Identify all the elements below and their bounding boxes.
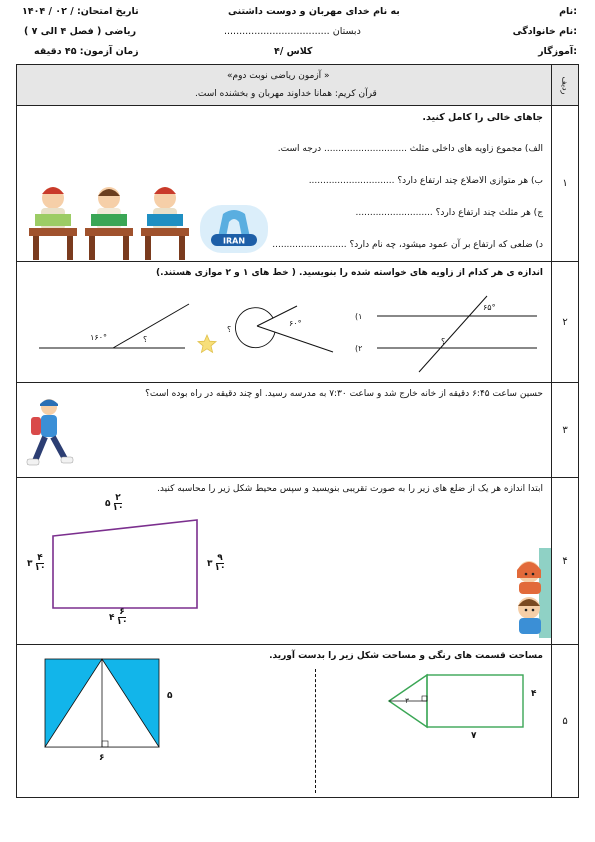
iran-badge-image [199, 204, 269, 254]
q1-item-a: الف) مجموع زاویه های داخلی مثلث ............................. درجه است. [277, 144, 543, 154]
teacher-label: آموزگار: [538, 46, 577, 57]
exam-header [16, 0, 579, 64]
angle-160-figure [39, 302, 189, 362]
house-shape-figure [387, 673, 527, 733]
star-icon [197, 334, 217, 354]
exam-duration: زمان آزمون: ۴۵ دقیقه [34, 46, 139, 57]
line-1-label: (۱ [355, 312, 363, 321]
q1-item-d: د) ضلعی که ارتفاع بر آن عمود میشود، چه نام دارد؟ .......................... [272, 240, 543, 250]
shaded-square-figure [45, 659, 161, 749]
unknown-corresponding-mark: ؟ [441, 337, 446, 346]
square-width-label: ۶ [99, 753, 105, 763]
question-1-row [17, 106, 578, 262]
q4-text: ابتدا اندازه هر یک از ضلع های زیر را به صورت تقریبی بنویسید و سپس محیط شکل زیر را محاسبه کنید. [157, 484, 543, 494]
question-number: ۲ [551, 262, 578, 382]
unknown-reflex-mark: ؟ [227, 325, 232, 334]
subject: ریاضی ( فصل ۴ الی ۷ ) [24, 26, 137, 37]
rect-width-label: ۷ [471, 731, 477, 741]
exam-title: به نام خدای مهربان و دوست داشتنی [228, 6, 400, 17]
question-4-row [17, 478, 578, 645]
question-5-row [17, 645, 578, 797]
q3-text: حسین ساعت ۶:۴۵ دقیقه از خانه خارج شد و ساعت ۷:۳۰ به مدرسه رسید. او چند دقیقه در راه بوده است؟ [145, 389, 543, 399]
intro-line-1: « آزمون ریاضی نوبت دوم» [227, 71, 330, 81]
walking-boy-image [25, 395, 75, 475]
students-reading-image [25, 176, 191, 262]
student-2-image [85, 187, 133, 260]
student-1-image [29, 187, 77, 260]
question-number: ۵ [551, 645, 578, 797]
rect-height-label: ۴ [531, 689, 537, 699]
family-label: نام خانوادگی: [512, 26, 577, 37]
triangle-height-label: ۳ [405, 697, 409, 705]
intro-row [17, 65, 578, 106]
q2-title: اندازه ی هر کدام از زاویه های خواسته شده را بنویسید. ( خط های ۱ و ۲ موازی هستند.) [156, 268, 543, 278]
angle-60-figure [217, 302, 337, 362]
question-3-row [17, 383, 578, 478]
question-table [16, 64, 579, 798]
angle-65-label: ۶۵° [483, 303, 496, 312]
row-label: ردیف [560, 76, 570, 94]
intro-line-2: قرآن کریم: همانا خداوند مهربان و بخشنده است. [195, 89, 377, 99]
name-label: نام: [559, 6, 577, 17]
question-number: ۳ [551, 383, 578, 477]
angle-60-label: ۶۰° [289, 319, 302, 328]
line-2-label: (۲ [355, 344, 363, 353]
student-3-image [141, 187, 189, 260]
exam-page [16, 0, 579, 800]
trapezoid-figure [53, 518, 199, 610]
peeking-kids-image [509, 548, 551, 638]
unknown-angle-mark: ؟ [143, 335, 148, 344]
top-side-label: ۵ ۲ ۱۰ [105, 493, 124, 513]
right-side-label: ۳ ۹ ۱۰ [207, 553, 226, 573]
q1-title: جاهای خالی را کامل کنید. [422, 112, 543, 123]
parallel-lines-figure [355, 292, 541, 374]
q1-item-b: ب) هر متوازی الاضلاع چند ارتفاع دارد؟ .............................. [308, 176, 543, 186]
q5-text: مساحت قسمت های رنگی و مساحت شکل زیر را بدست آورید. [269, 651, 543, 661]
angle-160-label: ۱۶۰° [90, 333, 107, 342]
question-number: ۱ [551, 106, 578, 261]
question-2-row [17, 262, 578, 383]
class-label: کلاس /۴ [274, 46, 313, 57]
section-divider [315, 669, 316, 793]
school-name: دبستان ................................... [224, 26, 361, 37]
q1-item-c: ج) هر مثلث چند ارتفاع دارد؟ ........................... [355, 208, 543, 218]
bottom-side-label: ۴ ۶ ۱۰ [109, 607, 128, 627]
iran-badge-label: IRAN [222, 236, 246, 246]
exam-date: تاریخ امتحان: / ۰۲ / ۱۴۰۴ [22, 6, 139, 17]
square-height-label: ۵ [167, 691, 173, 701]
left-side-label: ۳ ۴ ۱۰ [27, 553, 46, 573]
question-number: ۴ [551, 478, 578, 644]
